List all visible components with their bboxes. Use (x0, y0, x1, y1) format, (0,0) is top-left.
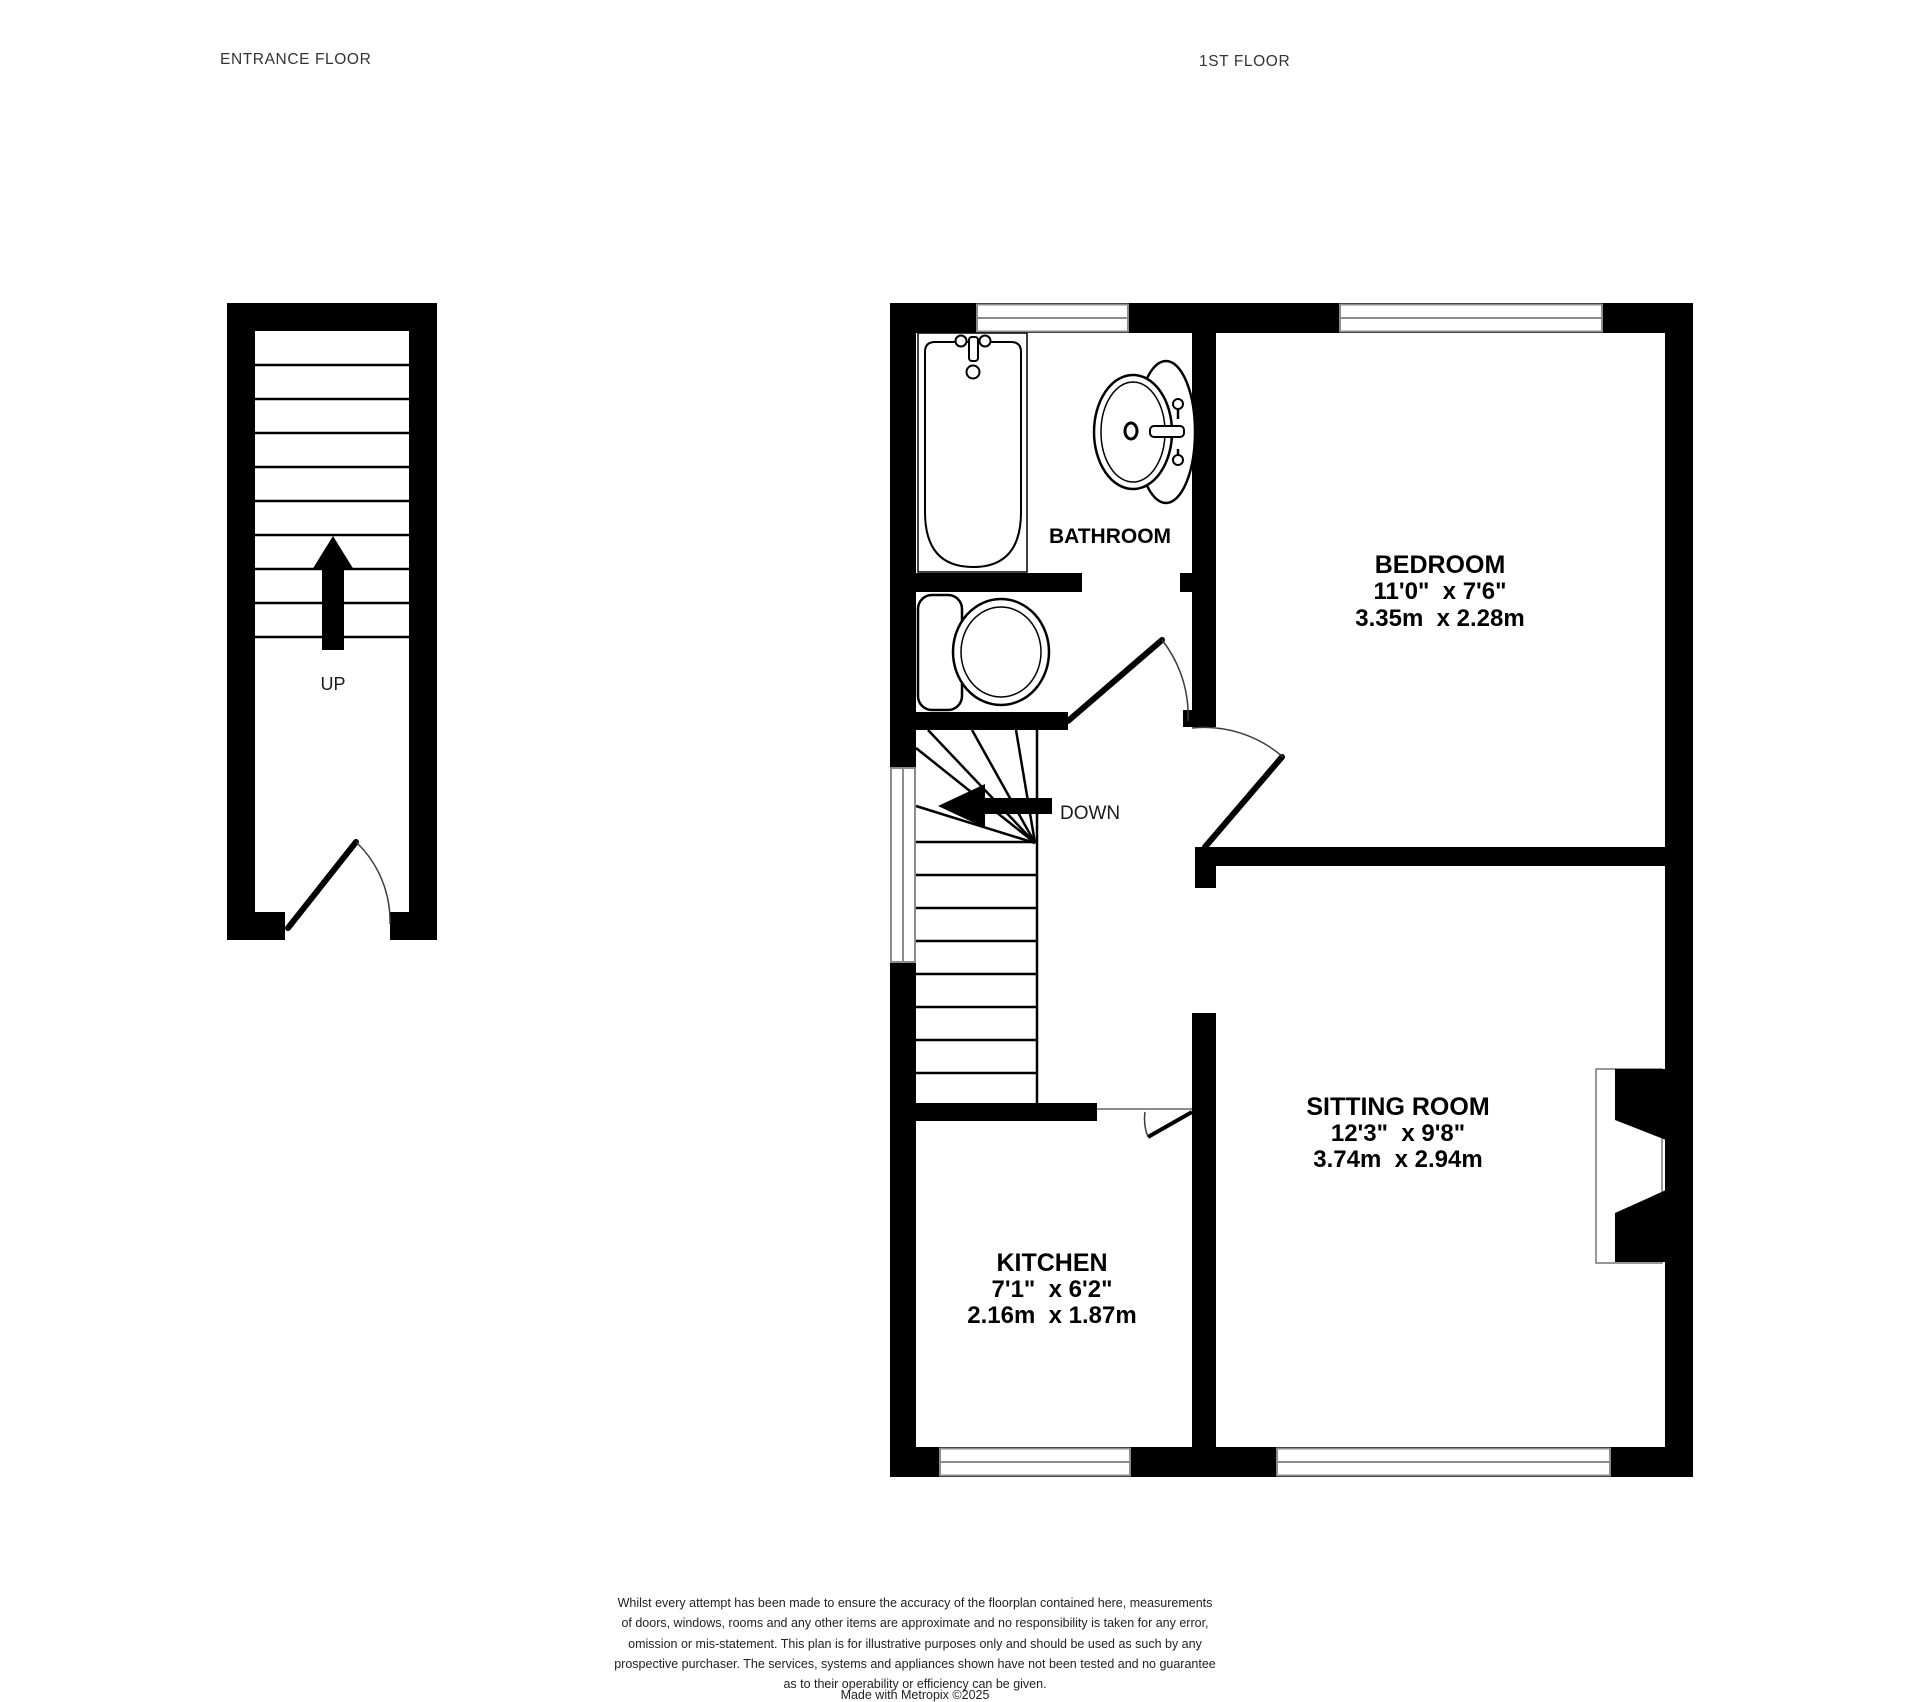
sitting-room-window (1277, 1449, 1610, 1476)
down-label: DOWN (1060, 803, 1121, 824)
disclaimer-line: of doors, windows, rooms and any other items are approximate and no responsibility is taken for any error, (621, 1616, 1209, 1630)
wall-wc-stairs (890, 712, 1068, 730)
toilet-icon (918, 595, 1049, 710)
stairwell-window (891, 768, 915, 962)
svg-text:BEDROOM: BEDROOM (1374, 551, 1506, 579)
winder-treads (916, 730, 1035, 843)
svg-text:11'0" x 7'6": 11'0" x 7'6" (1373, 578, 1507, 605)
wall-corner-block (1195, 847, 1216, 888)
disclaimer-line: prospective purchaser. The services, systems and appliances shown have not been tested and no guarantee (614, 1657, 1216, 1671)
sink-icon (1094, 361, 1195, 503)
room-label-bathroom: BATHROOM (1048, 525, 1172, 548)
up-label: UP (320, 674, 346, 694)
svg-text:7'1" x 6'2": 7'1" x 6'2" (991, 1276, 1113, 1303)
footer-disclaimer (614, 1596, 1216, 1702)
wall-stairs-kitchen (890, 1103, 1097, 1121)
svg-text:3.74m x 2.94m: 3.74m x 2.94m (1313, 1146, 1483, 1173)
room-label-sitting-room (1306, 1093, 1489, 1173)
svg-text:2.16m x 1.87m: 2.16m x 1.87m (967, 1302, 1137, 1329)
svg-text:KITCHEN: KITCHEN (996, 1249, 1108, 1277)
entrance-floor-plan (227, 303, 437, 940)
wall-kitchen-sitting (1192, 1013, 1216, 1447)
bedroom-door (1192, 727, 1283, 847)
down-arrow-icon (938, 784, 1052, 828)
wall-bath-wc (890, 573, 1082, 592)
fireplace-icon (1596, 1069, 1666, 1263)
staircase-down (916, 730, 1120, 1103)
wall-bathroom-bedroom (1192, 333, 1216, 727)
svg-text:12'3" x 9'8": 12'3" x 9'8" (1330, 1120, 1466, 1147)
room-label-kitchen (967, 1249, 1136, 1329)
room-label-bedroom (1355, 551, 1524, 632)
svg-text:SITTING ROOM: SITTING ROOM (1306, 1093, 1490, 1121)
entrance-floor-title: ENTRANCE FLOOR (220, 51, 372, 68)
bathroom-window (977, 305, 1128, 332)
room-labels (967, 525, 1524, 1329)
kitchen-door (1145, 1112, 1192, 1137)
first-floor-plan (890, 303, 1693, 1477)
bedroom-window (1340, 305, 1602, 332)
disclaimer-line: Whilst every attempt has been made to ensure the accuracy of the floorplan contained here, measurements (617, 1596, 1213, 1610)
first-floor-title: 1ST FLOOR (1199, 53, 1291, 70)
bathroom-lobby-door (1068, 640, 1188, 721)
wall-right (1665, 303, 1693, 1477)
disclaimer-line: omission or mis-statement. This plan is for illustrative purposes only and should be used as such by any (628, 1637, 1202, 1651)
bathtub-icon (918, 333, 1027, 572)
doors (1068, 640, 1283, 1137)
kitchen-window (940, 1449, 1130, 1476)
made-with-line: Made with Metropix ©2025 (840, 1688, 990, 1702)
wall-bedroom-sitting (1195, 847, 1665, 866)
stair-treads (916, 842, 1037, 1073)
disclaimer-line: as to their operability or efficiency can be given. (783, 1677, 1047, 1691)
svg-text:3.35m x 2.28m: 3.35m x 2.28m (1355, 605, 1525, 632)
